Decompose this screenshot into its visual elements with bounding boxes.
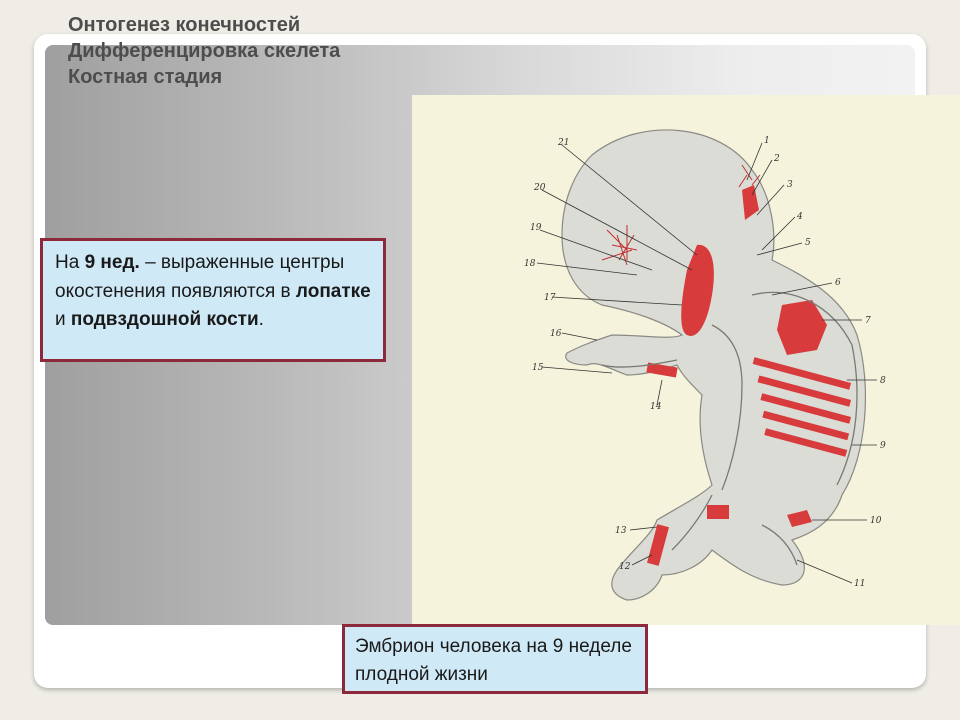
figure-label-21: 21: [558, 138, 570, 148]
figure-label-14: 14: [650, 402, 662, 412]
figure-label-9: 9: [880, 441, 886, 451]
figure-label-20: 20: [534, 183, 546, 193]
note-text-3: и: [55, 309, 71, 330]
note-bold-week: 9 нед.: [84, 252, 140, 273]
note-bold-scapula: лопатке: [295, 280, 371, 302]
embryo-silhouette: [562, 130, 865, 600]
title-line-3: Костная стадия: [68, 66, 223, 88]
figure-label-18: 18: [524, 259, 536, 269]
figure-label-1: 1: [764, 136, 770, 146]
note-bold-ilium: подвздошной кости: [70, 309, 259, 330]
note-text-2: – выраженные центры окостенения появляются в: [55, 252, 345, 302]
figure-label-7: 7: [865, 316, 871, 326]
figure-label-10: 10: [870, 516, 882, 526]
figure-label-12: 12: [619, 562, 631, 572]
note-text-4: .: [258, 309, 264, 330]
figure-label-6: 6: [835, 278, 841, 288]
figure-label-11: 11: [854, 579, 866, 589]
figure-label-4: 4: [797, 212, 803, 222]
figure-label-17: 17: [544, 293, 556, 303]
note-text-1: На: [55, 252, 85, 273]
figure-label-19: 19: [530, 223, 542, 233]
figure-label-2: 2: [774, 154, 780, 164]
figure-label-8: 8: [880, 376, 886, 386]
figure-label-15: 15: [532, 363, 544, 373]
title-line-2: Дифференцировка скелета: [68, 40, 341, 62]
embryo-skeleton-drawing: [412, 95, 960, 625]
figure-label-16: 16: [550, 329, 562, 339]
title-line-1: Онтогенез конечностей: [68, 14, 301, 36]
embryo-skeleton-figure: [412, 95, 960, 625]
figure-label-5: 5: [805, 238, 811, 248]
slide-title: [68, 12, 340, 90]
figure-caption-box: Эмбрион человека на 9 неделе плодной жизни: [342, 624, 648, 694]
figure-label-3: 3: [787, 180, 793, 190]
figure-label-13: 13: [615, 526, 627, 536]
info-note-box: [40, 238, 386, 362]
